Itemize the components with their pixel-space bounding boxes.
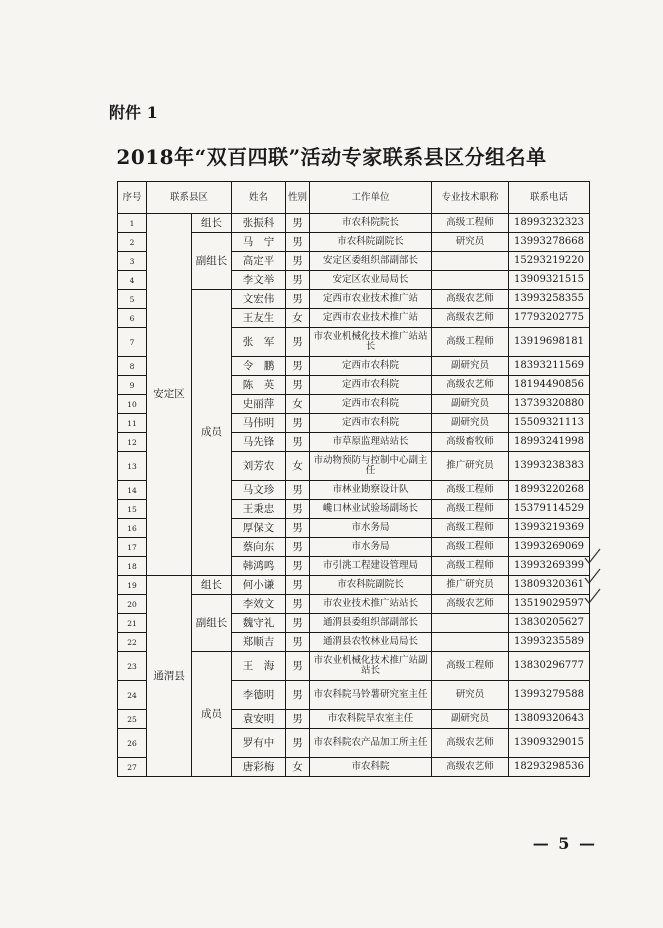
cell-unit: 市农业技术推广站站长 (310, 595, 432, 614)
cell-name: 马文珍 (232, 481, 286, 500)
header-title: 专业技术职称 (432, 182, 509, 214)
cell-phone: 13739320880 (509, 395, 590, 414)
cell-role: 副组长 (192, 233, 232, 290)
cell-title: 研究员 (432, 233, 509, 252)
cell-unit: 通渭县委组织部副部长 (310, 614, 432, 633)
cell-name: 史丽萍 (232, 395, 286, 414)
cell-unit: 市林业勘察设计队 (310, 481, 432, 500)
cell-unit: 定西市农业技术推广站 (310, 309, 432, 328)
cell-seq: 25 (118, 710, 147, 729)
cell-gender: 男 (286, 519, 310, 538)
cell-title: 副研究员 (432, 395, 509, 414)
cell-unit: 巉口林业试验场副场长 (310, 500, 432, 519)
table-row (118, 214, 590, 233)
cell-phone: 18993220268 (509, 481, 590, 500)
cell-role: 成员 (192, 290, 232, 576)
check-mark-icon (585, 569, 600, 583)
cell-seq: 16 (118, 519, 147, 538)
cell-phone: 13993269399 (509, 557, 590, 576)
cell-phone: 13830205627 (509, 614, 590, 633)
cell-gender: 男 (286, 252, 310, 271)
cell-title (432, 271, 509, 290)
cell-gender: 男 (286, 481, 310, 500)
cell-role: 成员 (192, 652, 232, 777)
cell-name: 何小谦 (232, 576, 286, 595)
cell-title: 高级农艺师 (432, 376, 509, 395)
cell-role: 组长 (192, 576, 232, 595)
header-unit: 工作单位 (310, 182, 432, 214)
cell-gender: 男 (286, 538, 310, 557)
cell-unit: 市动物预防与控制中心副主任 (310, 452, 432, 481)
cell-unit: 市引洮工程建设管理局 (310, 557, 432, 576)
cell-title: 高级工程师 (432, 652, 509, 681)
header-gender: 性别 (286, 182, 310, 214)
cell-seq: 3 (118, 252, 147, 271)
cell-title: 高级工程师 (432, 538, 509, 557)
cell-seq: 13 (118, 452, 147, 481)
header-county: 联系县区 (147, 182, 232, 214)
cell-name: 罗有中 (232, 729, 286, 758)
cell-seq: 23 (118, 652, 147, 681)
cell-county: 安定区 (147, 214, 192, 576)
cell-seq: 24 (118, 681, 147, 710)
cell-title: 推广研究员 (432, 576, 509, 595)
cell-gender: 男 (286, 433, 310, 452)
cell-seq: 2 (118, 233, 147, 252)
cell-unit: 定西市农科院 (310, 376, 432, 395)
cell-phone: 13909329015 (509, 729, 590, 758)
cell-seq: 14 (118, 481, 147, 500)
cell-name: 陈 英 (232, 376, 286, 395)
cell-unit: 市水务局 (310, 519, 432, 538)
cell-gender: 男 (286, 595, 310, 614)
check-mark-icon (585, 549, 600, 563)
cell-title: 高级农艺师 (432, 729, 509, 758)
cell-seq: 26 (118, 729, 147, 758)
cell-name: 王 海 (232, 652, 286, 681)
cell-title: 高级工程师 (432, 328, 509, 357)
header-phone: 联系电话 (509, 182, 590, 214)
cell-unit: 定西市农科院 (310, 414, 432, 433)
cell-phone: 15509321113 (509, 414, 590, 433)
cell-title: 高级农艺师 (432, 595, 509, 614)
cell-name: 韩鸿鸣 (232, 557, 286, 576)
table-row (118, 576, 590, 595)
cell-gender: 女 (286, 395, 310, 414)
cell-title: 推广研究员 (432, 452, 509, 481)
cell-seq: 15 (118, 500, 147, 519)
cell-phone: 13909321515 (509, 271, 590, 290)
cell-phone: 13809320643 (509, 710, 590, 729)
cell-title: 高级农艺师 (432, 290, 509, 309)
cell-name: 郑顺吉 (232, 633, 286, 652)
cell-seq: 18 (118, 557, 147, 576)
cell-phone: 18993241998 (509, 433, 590, 452)
page-number: — 5 — (532, 834, 597, 853)
cell-phone: 13993269069 (509, 538, 590, 557)
cell-name: 张振科 (232, 214, 286, 233)
cell-seq: 10 (118, 395, 147, 414)
cell-phone: 13993278668 (509, 233, 590, 252)
cell-gender: 男 (286, 357, 310, 376)
cell-title: 高级畜牧师 (432, 433, 509, 452)
cell-name: 魏守礼 (232, 614, 286, 633)
cell-name: 厚保文 (232, 519, 286, 538)
cell-unit: 定西市农科院 (310, 357, 432, 376)
cell-phone: 18293298536 (509, 758, 590, 777)
cell-unit: 市农科院副院长 (310, 233, 432, 252)
cell-seq: 19 (118, 576, 147, 595)
cell-seq: 17 (118, 538, 147, 557)
cell-gender: 男 (286, 376, 310, 395)
cell-gender: 男 (286, 414, 310, 433)
cell-unit: 市水务局 (310, 538, 432, 557)
cell-unit: 市农科院马铃薯研究室主任 (310, 681, 432, 710)
cell-role: 组长 (192, 214, 232, 233)
expert-group-table (117, 181, 590, 777)
cell-name: 文宏伟 (232, 290, 286, 309)
cell-name: 李效文 (232, 595, 286, 614)
cell-phone: 13993238383 (509, 452, 590, 481)
cell-unit: 安定区农业局局长 (310, 271, 432, 290)
cell-name: 袁安明 (232, 710, 286, 729)
cell-seq: 22 (118, 633, 147, 652)
cell-gender: 女 (286, 452, 310, 481)
cell-title: 副研究员 (432, 357, 509, 376)
cell-gender: 男 (286, 500, 310, 519)
cell-phone: 18194490856 (509, 376, 590, 395)
cell-gender: 男 (286, 271, 310, 290)
cell-title: 副研究员 (432, 710, 509, 729)
cell-phone: 17793202775 (509, 309, 590, 328)
cell-name: 马伟明 (232, 414, 286, 433)
cell-title (432, 614, 509, 633)
cell-unit: 市农科院农产品加工所主任 (310, 729, 432, 758)
cell-phone: 13993235589 (509, 633, 590, 652)
header-row (118, 182, 590, 214)
cell-gender: 男 (286, 633, 310, 652)
cell-gender: 男 (286, 214, 310, 233)
cell-name: 李德明 (232, 681, 286, 710)
cell-gender: 男 (286, 614, 310, 633)
cell-phone: 18393211569 (509, 357, 590, 376)
cell-title: 高级农艺师 (432, 309, 509, 328)
cell-seq: 7 (118, 328, 147, 357)
cell-name: 王友生 (232, 309, 286, 328)
cell-name: 马 宁 (232, 233, 286, 252)
table-body (118, 214, 590, 777)
cell-name: 蔡向东 (232, 538, 286, 557)
cell-gender: 男 (286, 557, 310, 576)
cell-phone: 13830296777 (509, 652, 590, 681)
cell-phone: 13993279588 (509, 681, 590, 710)
cell-seq: 20 (118, 595, 147, 614)
cell-gender: 男 (286, 681, 310, 710)
cell-title: 副研究员 (432, 414, 509, 433)
cell-unit: 市农科院旱农室主任 (310, 710, 432, 729)
cell-unit: 市草原监理站站长 (310, 433, 432, 452)
cell-phone: 13809320361 (509, 576, 590, 595)
cell-name: 王秉忠 (232, 500, 286, 519)
cell-unit: 市农业机械化技术推广站副站长 (310, 652, 432, 681)
cell-title (432, 252, 509, 271)
header-seq: 序号 (118, 182, 147, 214)
cell-title: 高级工程师 (432, 557, 509, 576)
cell-seq: 21 (118, 614, 147, 633)
cell-phone: 13993258355 (509, 290, 590, 309)
attachment-label: 附件 1 (109, 103, 158, 122)
cell-seq: 12 (118, 433, 147, 452)
cell-seq: 4 (118, 271, 147, 290)
cell-seq: 11 (118, 414, 147, 433)
cell-gender: 男 (286, 328, 310, 357)
cell-seq: 8 (118, 357, 147, 376)
cell-title: 高级工程师 (432, 519, 509, 538)
cell-name: 马先锋 (232, 433, 286, 452)
cell-role: 副组长 (192, 595, 232, 652)
cell-name: 高定平 (232, 252, 286, 271)
handwritten-check-marks (583, 548, 603, 612)
cell-unit: 通渭县农牧林业局局长 (310, 633, 432, 652)
cell-phone: 15379114529 (509, 500, 590, 519)
cell-seq: 9 (118, 376, 147, 395)
check-mark-icon (585, 589, 600, 603)
cell-phone: 13919698181 (509, 328, 590, 357)
cell-unit: 市农科院副院长 (310, 576, 432, 595)
cell-gender: 男 (286, 729, 310, 758)
cell-title: 高级工程师 (432, 214, 509, 233)
cell-title (432, 633, 509, 652)
cell-phone: 13993219369 (509, 519, 590, 538)
cell-title: 研究员 (432, 681, 509, 710)
cell-gender: 男 (286, 652, 310, 681)
cell-gender: 男 (286, 576, 310, 595)
cell-unit: 市农科院院长 (310, 214, 432, 233)
cell-seq: 6 (118, 309, 147, 328)
header-name: 姓名 (232, 182, 286, 214)
cell-seq: 5 (118, 290, 147, 309)
cell-title: 高级工程师 (432, 500, 509, 519)
cell-seq: 27 (118, 758, 147, 777)
cell-unit: 定西市农科院 (310, 395, 432, 414)
cell-unit: 市农科院 (310, 758, 432, 777)
cell-gender: 女 (286, 309, 310, 328)
cell-phone: 15293219220 (509, 252, 590, 271)
cell-gender: 男 (286, 710, 310, 729)
cell-unit: 定西市农业技术推广站 (310, 290, 432, 309)
cell-phone: 18993232323 (509, 214, 590, 233)
cell-gender: 男 (286, 233, 310, 252)
cell-title: 高级工程师 (432, 481, 509, 500)
cell-name: 张 军 (232, 328, 286, 357)
cell-seq: 1 (118, 214, 147, 233)
cell-gender: 女 (286, 758, 310, 777)
cell-name: 唐彩梅 (232, 758, 286, 777)
cell-phone: 13519029597 (509, 595, 590, 614)
document-title: 2018年“双百四联”活动专家联系县区分组名单 (116, 145, 547, 169)
cell-unit: 安定区委组织部副部长 (310, 252, 432, 271)
cell-name: 李文举 (232, 271, 286, 290)
cell-gender: 男 (286, 290, 310, 309)
cell-unit: 市农业机械化技术推广站站长 (310, 328, 432, 357)
cell-name: 刘芳农 (232, 452, 286, 481)
cell-title: 高级农艺师 (432, 758, 509, 777)
cell-name: 令 鹏 (232, 357, 286, 376)
cell-county: 通渭县 (147, 576, 192, 777)
